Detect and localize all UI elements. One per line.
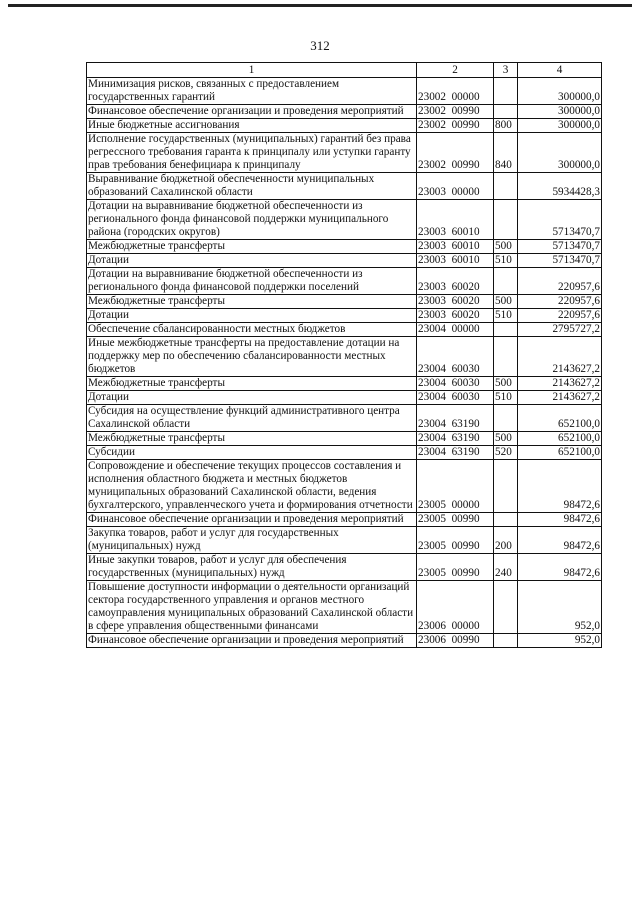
row-code-cell: 23004 63190 (417, 432, 494, 446)
row-expense-type-cell: 840 (494, 133, 518, 173)
row-code-cell: 23002 00990 (417, 105, 494, 119)
row-name-cell: Иные закупки товаров, работ и услуг для обеспечения государственных (муниципальных) нужд (87, 554, 417, 581)
row-name-cell: Субсидии (87, 446, 417, 460)
table-row (87, 200, 602, 240)
row-code-cell: 23003 60010 (417, 240, 494, 254)
table-row (87, 554, 602, 581)
table-row (87, 460, 602, 513)
table-row (87, 446, 602, 460)
row-name-cell: Повышение доступности информации о деятельности организаций сектора государственного управления и органов местного самоуправления муниципальных образований Сахалинской области в сфере управления общественными финансами (87, 581, 417, 634)
row-amount-cell: 98472,6 (518, 554, 602, 581)
row-expense-type-cell (494, 513, 518, 527)
row-amount-cell: 300000,0 (518, 119, 602, 133)
row-amount-cell: 2143627,2 (518, 377, 602, 391)
row-name-cell: Иные межбюджетные трансферты на предоставление дотации на поддержку мер по обеспечению сбалансированности местных бюджетов (87, 337, 417, 377)
row-name-cell: Финансовое обеспечение организации и проведения мероприятий (87, 513, 417, 527)
row-code-cell: 23002 00990 (417, 119, 494, 133)
row-name-cell: Сопровождение и обеспечение текущих процессов составления и исполнения областного бюджета и местных бюджетов муниципальных образований Сахалинской области, ведения бухгалтерского, управленческого учета и формирования отчетности (87, 460, 417, 513)
row-name-cell: Межбюджетные трансферты (87, 240, 417, 254)
row-amount-cell: 220957,6 (518, 295, 602, 309)
budget-table (86, 62, 602, 648)
row-amount-cell: 652100,0 (518, 432, 602, 446)
table-row (87, 295, 602, 309)
table-row (87, 309, 602, 323)
row-code-cell: 23003 60020 (417, 295, 494, 309)
row-name-cell: Дотации на выравнивание бюджетной обеспеченности из регионального фонда финансовой поддержки поселений (87, 268, 417, 295)
row-name-cell: Дотации (87, 254, 417, 268)
table-row (87, 119, 602, 133)
row-expense-type-cell: 510 (494, 309, 518, 323)
row-amount-cell: 952,0 (518, 581, 602, 634)
row-name-cell: Дотации (87, 309, 417, 323)
row-code-cell: 23005 00990 (417, 513, 494, 527)
row-expense-type-cell: 510 (494, 254, 518, 268)
table-row (87, 105, 602, 119)
row-amount-cell: 98472,6 (518, 527, 602, 554)
row-name-cell: Субсидия на осуществление функций административного центра Сахалинской области (87, 405, 417, 432)
row-expense-type-cell: 500 (494, 432, 518, 446)
row-amount-cell: 2795727,2 (518, 323, 602, 337)
page-number: 312 (310, 38, 330, 53)
row-amount-cell: 98472,6 (518, 460, 602, 513)
row-code-cell: 23003 60020 (417, 309, 494, 323)
table-row (87, 391, 602, 405)
row-name-cell: Финансовое обеспечение организации и проведения мероприятий (87, 105, 417, 119)
row-code-cell: 23006 00000 (417, 581, 494, 634)
row-expense-type-cell (494, 200, 518, 240)
row-expense-type-cell: 500 (494, 377, 518, 391)
row-code-cell: 23002 00990 (417, 133, 494, 173)
row-amount-cell: 5713470,7 (518, 200, 602, 240)
row-code-cell: 23005 00000 (417, 460, 494, 513)
row-amount-cell: 5934428,3 (518, 173, 602, 200)
row-expense-type-cell (494, 173, 518, 200)
row-code-cell: 23004 00000 (417, 323, 494, 337)
row-code-cell: 23004 60030 (417, 337, 494, 377)
row-amount-cell: 98472,6 (518, 513, 602, 527)
row-amount-cell: 5713470,7 (518, 254, 602, 268)
row-expense-type-cell (494, 268, 518, 295)
row-code-cell: 23002 00000 (417, 78, 494, 105)
table-row (87, 323, 602, 337)
row-name-cell: Межбюджетные трансферты (87, 295, 417, 309)
table-row (87, 254, 602, 268)
row-code-cell: 23004 63190 (417, 405, 494, 432)
row-amount-cell: 220957,6 (518, 309, 602, 323)
row-expense-type-cell: 510 (494, 391, 518, 405)
row-expense-type-cell: 800 (494, 119, 518, 133)
row-expense-type-cell: 200 (494, 527, 518, 554)
row-code-cell: 23003 60010 (417, 254, 494, 268)
table-row (87, 513, 602, 527)
table-row (87, 133, 602, 173)
row-amount-cell: 300000,0 (518, 105, 602, 119)
table-row (87, 405, 602, 432)
table-row (87, 337, 602, 377)
table-row (87, 78, 602, 105)
row-expense-type-cell: 240 (494, 554, 518, 581)
row-name-cell: Дотации (87, 391, 417, 405)
table-row (87, 173, 602, 200)
row-amount-cell: 652100,0 (518, 405, 602, 432)
table-row (87, 268, 602, 295)
row-code-cell: 23003 00000 (417, 173, 494, 200)
row-amount-cell: 652100,0 (518, 446, 602, 460)
row-name-cell: Минимизация рисков, связанных с предоставлением государственных гарантий (87, 78, 417, 105)
row-expense-type-cell (494, 634, 518, 648)
row-expense-type-cell (494, 581, 518, 634)
row-amount-cell: 952,0 (518, 634, 602, 648)
row-code-cell: 23006 00990 (417, 634, 494, 648)
row-code-cell: 23005 00990 (417, 554, 494, 581)
row-expense-type-cell (494, 78, 518, 105)
row-name-cell: Выравнивание бюджетной обеспеченности муниципальных образований Сахалинской области (87, 173, 417, 200)
row-expense-type-cell (494, 105, 518, 119)
row-code-cell: 23005 00990 (417, 527, 494, 554)
row-code-cell: 23003 60020 (417, 268, 494, 295)
column-header-4: 4 (518, 63, 602, 78)
row-code-cell: 23004 60030 (417, 391, 494, 405)
row-expense-type-cell: 520 (494, 446, 518, 460)
table-row (87, 377, 602, 391)
row-amount-cell: 2143627,2 (518, 337, 602, 377)
row-code-cell: 23003 60010 (417, 200, 494, 240)
row-amount-cell: 220957,6 (518, 268, 602, 295)
table-row (87, 527, 602, 554)
row-amount-cell: 2143627,2 (518, 391, 602, 405)
table-row (87, 432, 602, 446)
top-border-line (8, 4, 632, 7)
row-name-cell: Дотации на выравнивание бюджетной обеспеченности из регионального фонда финансовой поддержки муниципального района (городских округов) (87, 200, 417, 240)
row-expense-type-cell: 500 (494, 240, 518, 254)
row-code-cell: 23004 63190 (417, 446, 494, 460)
row-expense-type-cell (494, 323, 518, 337)
row-name-cell: Исполнение государственных (муниципальных) гарантий без права регрессного требования гаранта к принципалу или уступки гаранту прав требования бенефициара к принципалу (87, 133, 417, 173)
row-name-cell: Финансовое обеспечение организации и проведения мероприятий (87, 634, 417, 648)
row-expense-type-cell (494, 337, 518, 377)
table-row (87, 240, 602, 254)
row-name-cell: Межбюджетные трансферты (87, 432, 417, 446)
row-amount-cell: 300000,0 (518, 133, 602, 173)
row-code-cell: 23004 60030 (417, 377, 494, 391)
row-name-cell: Иные бюджетные ассигнования (87, 119, 417, 133)
column-header-2: 2 (417, 63, 494, 78)
table-row (87, 634, 602, 648)
column-header-3: 3 (494, 63, 518, 78)
table-header-row (87, 63, 602, 78)
row-amount-cell: 5713470,7 (518, 240, 602, 254)
row-name-cell: Закупка товаров, работ и услуг для государственных (муниципальных) нужд (87, 527, 417, 554)
column-header-1: 1 (87, 63, 417, 78)
row-amount-cell: 300000,0 (518, 78, 602, 105)
row-expense-type-cell: 500 (494, 295, 518, 309)
row-name-cell: Межбюджетные трансферты (87, 377, 417, 391)
table-row (87, 581, 602, 634)
row-name-cell: Обеспечение сбалансированности местных бюджетов (87, 323, 417, 337)
row-expense-type-cell (494, 460, 518, 513)
row-expense-type-cell (494, 405, 518, 432)
